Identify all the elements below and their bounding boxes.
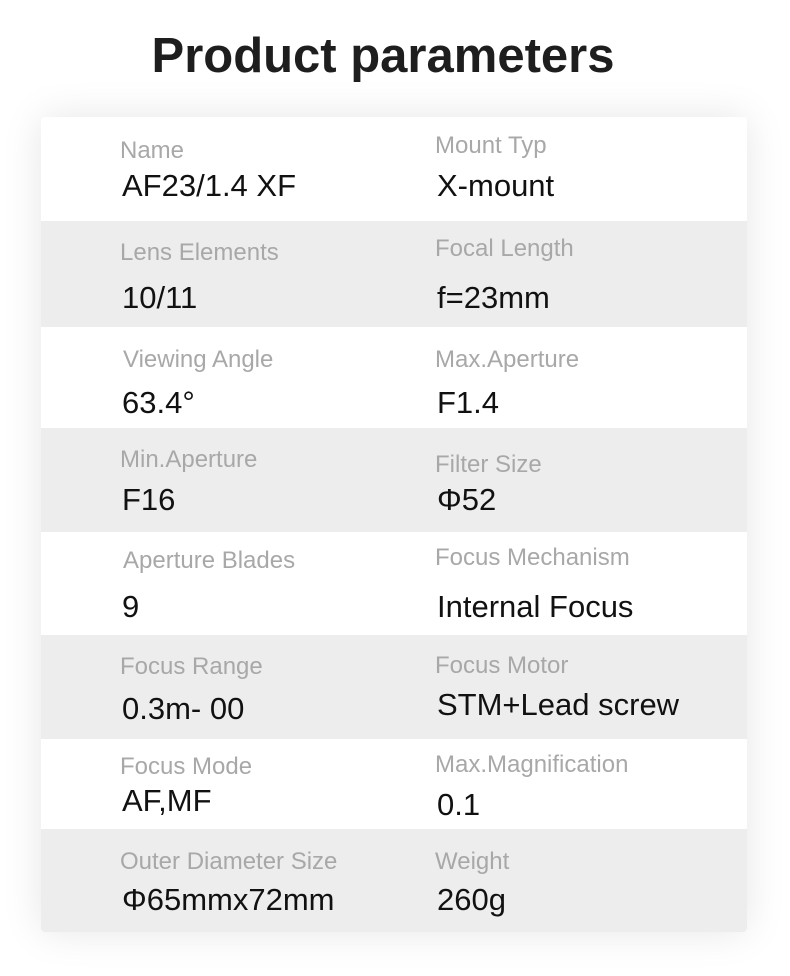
parameters-table	[41, 117, 747, 932]
param-label: Outer Diameter Size	[120, 848, 338, 875]
param-label: Focus Range	[120, 653, 263, 680]
table-row	[41, 221, 747, 327]
param-label: Aperture Blades	[123, 547, 296, 574]
param-value: X-mount	[437, 168, 555, 203]
param-label: Weight	[435, 848, 510, 875]
param-mount-type	[435, 117, 735, 221]
param-viewing-angle	[120, 327, 420, 428]
param-focus-mode	[120, 739, 420, 829]
param-max-magnification	[435, 739, 735, 829]
param-value: F1.4	[437, 385, 500, 420]
param-label: Filter Size	[435, 451, 542, 478]
param-focal-length	[435, 221, 735, 327]
table-row	[41, 117, 747, 221]
table-row	[41, 428, 747, 532]
param-aperture-blades	[120, 532, 420, 635]
param-label: Name	[120, 137, 185, 164]
param-lens-elements	[120, 221, 420, 327]
param-label: Viewing Angle	[123, 346, 274, 373]
param-label: Focus Mechanism	[435, 544, 630, 571]
param-min-aperture	[120, 428, 420, 532]
table-row	[41, 327, 747, 428]
table-row	[41, 635, 747, 739]
param-label: Mount Typ	[435, 132, 547, 159]
param-value: 0.3m- 00	[122, 691, 245, 726]
param-label: Max.Magnification	[435, 751, 629, 778]
param-value: STM+Lead screw	[437, 687, 680, 722]
table-row	[41, 739, 747, 829]
param-value: 9	[122, 589, 140, 624]
param-outer-diameter	[120, 829, 420, 932]
param-filter-size	[435, 428, 735, 532]
param-value: 260g	[437, 882, 506, 917]
param-weight	[435, 829, 735, 932]
param-value: 0.1	[437, 787, 481, 822]
param-focus-motor	[435, 635, 735, 739]
param-label: Focus Mode	[120, 753, 253, 780]
param-value: AF23/1.4 XF	[122, 168, 297, 203]
param-focus-range	[120, 635, 420, 739]
param-value: Φ65mmx72mm	[122, 882, 335, 917]
param-value: F16	[122, 482, 176, 517]
table-row	[41, 532, 747, 635]
param-value: 10/11	[122, 280, 198, 315]
param-label: Min.Aperture	[120, 446, 258, 473]
param-label: Focus Motor	[435, 652, 569, 679]
param-value: f=23mm	[437, 280, 550, 315]
param-name	[120, 117, 420, 221]
param-label: Focal Length	[435, 235, 574, 262]
param-max-aperture	[435, 327, 735, 428]
param-value: AF,MF	[122, 783, 212, 818]
table-row	[41, 829, 747, 932]
param-value: 63.4°	[122, 385, 195, 420]
param-value: Φ52	[437, 482, 497, 517]
param-focus-mechanism	[435, 532, 735, 635]
page-title: Product parameters	[151, 29, 615, 83]
param-value: Internal Focus	[437, 589, 634, 624]
param-label: Max.Aperture	[435, 346, 580, 373]
param-label: Lens Elements	[120, 239, 279, 266]
